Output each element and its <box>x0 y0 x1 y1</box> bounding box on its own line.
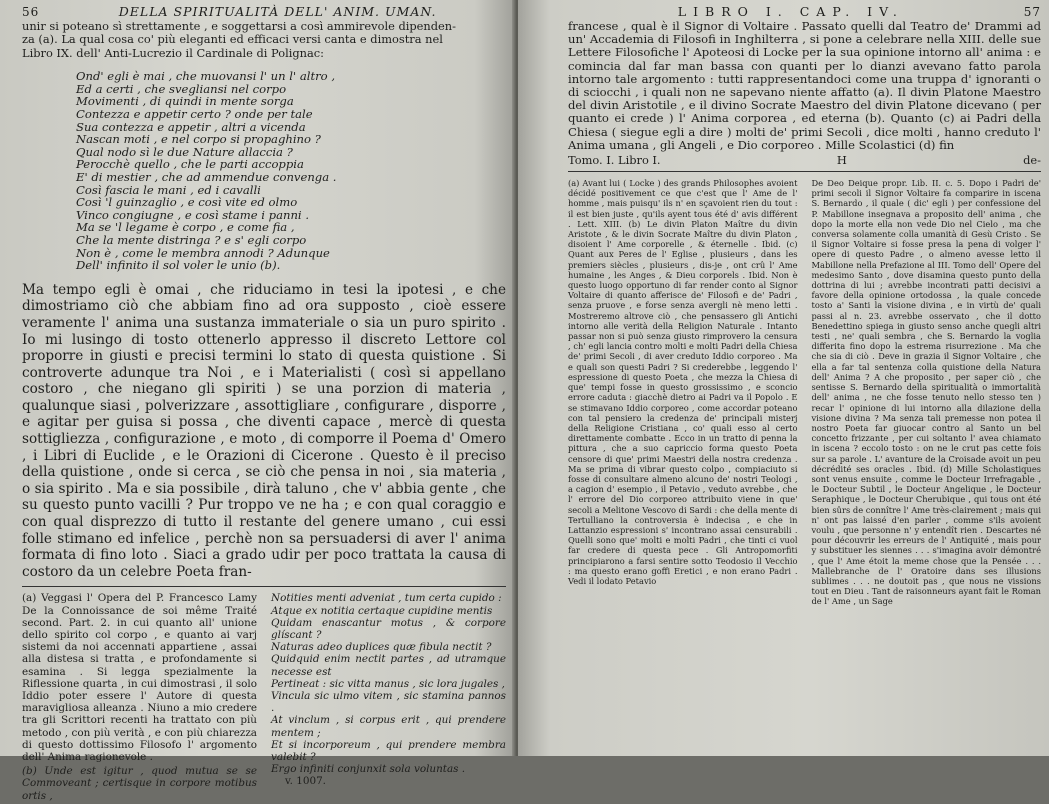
left-intro-line: za (a). La qual cosa co' più eleganti ed efficaci versi canta e dimostra nel <box>22 32 443 47</box>
left-page <box>0 0 516 802</box>
verse-line: Vinco congiugne , e così stame i panni . <box>76 207 310 222</box>
footnote-a: (a) Veggasi l' Opera del P. Francesco Lamy De la Connoissance de soi même Traité second. Part. 2. in cui quanto all' unione dello spirito col corpo , e quanto ai varj sistemi da noi accennati appartiene , assai alla distesa si tratta , e profondamente si esamina . Si legga spezialmente la Riflessione quarta , in cui dimostrasi , il solo Iddio poter essere l' Autore di questa maravigliosa alleanza . Niuno a mio credere tra gli Scrittori recenti ha trattato con più metodo , con più verità , e con più chiarezza di questo dottissimo Filosofo l' argomento dell' Anima ragionevole . <box>22 592 257 764</box>
footnote-divider <box>568 171 1041 172</box>
catchword: de- <box>1023 153 1041 168</box>
latin-verse-line: Notities menti adveniat , tum certa cupido : <box>271 592 502 605</box>
left-page-number: 56 <box>22 5 40 19</box>
right-page-number: 57 <box>1023 5 1041 19</box>
verse-line: Contezza e appetir certo ? onde per tale <box>76 107 313 121</box>
latin-verse-line: Atque ex notitia certaque cupidine mentis <box>271 604 493 617</box>
verse-line: Qual nodo sì le due Nature allaccia ? <box>76 144 293 159</box>
left-intro-line: unir si poteano sì strettamente , e soggettarsi a così ammirevole dipenden- <box>22 19 456 33</box>
verse-line: Ma se 'l legame è corpo , e come fia , <box>76 220 295 235</box>
signature-line <box>568 153 1041 167</box>
latin-verse-line: At vinclum , si corpus erit , qui prendere mentem ; <box>271 714 506 739</box>
verse-reference: v. 1007. <box>285 775 326 788</box>
left-footnotes <box>22 592 506 803</box>
left-intro <box>22 20 506 60</box>
right-footnotes <box>568 178 1041 607</box>
verse-line: Dell' infinito il sol voler le unio (b). <box>76 258 281 273</box>
latin-verse-line: Et si incorporeum , qui prendere membra valebit ? <box>271 738 506 764</box>
latin-verse-line: Vincula sic ulmo vitem , sic stamina pannos . <box>271 690 506 715</box>
left-main-text <box>22 282 506 581</box>
left-running-head <box>22 4 506 20</box>
left-footnote-column-2 <box>271 592 506 803</box>
italian-verse-block <box>76 70 506 272</box>
footnote-divider <box>22 586 506 587</box>
right-main-text <box>568 20 1041 152</box>
signature-mark: H <box>836 153 847 168</box>
latin-verse-line: Quidam enascantur motus , & corpore glíscant ? <box>271 616 506 642</box>
verse-line: Ed a certi , che svegliansi nel corpo <box>76 81 287 96</box>
left-running-title: DELLA SPIRITUALITÀ DELL' ANIM. UMAN. <box>118 4 437 19</box>
right-main-paragraph: francese , qual è il Signor di Voltaire . Passato quelli dal Teatro de' Drammi ad un' Accademia di Filosofi in Inghilterra , si pone a celebrare nella XIII. delle sue Lettere Filosofiche l' Apoteosi di Locke per la sua opinione intorno all' anima : e comincia dal far man bassa con quanti per lo dianzi avevano fatto parola intorno tale argomento : tutti rappresentandoci come una truppa d' ignoranti o di sciocchi , i quali non ne sapevano niente affatto (a). Il divin Platone Maestro del divin Aristotile , e il divino Socrate Maestro del divin Platone dicevano ( per quanto ei crede ) l' Anima corporea , ed eterna (b). Quanto (c) ai Padri della Chiesa ( siegue egli a dire ) molti de' primi Secoli , dice molti , hanno creduto l' Anima umana , gli Angeli , e Dio corporeo . Mille Scolastici (d) fin <box>568 19 1041 152</box>
latin-verse-line: Ergo infiniti conjunxit sola voluntas . <box>271 763 466 776</box>
volume-signature: Tomo. I. Libro I. <box>568 153 661 168</box>
verse-line: Sua contezza e appetir , altri a vicenda <box>76 119 306 134</box>
right-running-head <box>568 4 1041 20</box>
verse-line: Non è , come le membra annodi ? Adunque <box>76 245 330 260</box>
right-running-title: LIBRO I. CAP. IV. <box>677 4 904 19</box>
latin-verse-line: Pertineat : sic vitta manus , sic lora jugales , <box>271 677 505 690</box>
verse-line: E' di mestier , che ad ammendue convenga . <box>76 169 337 184</box>
verse-line: Nascan moti , e nel corpo si propaghino ? <box>76 132 321 147</box>
left-intro-line: Libro IX. dell' Anti-Lucrezio il Cardinale di Polignac: <box>22 45 325 60</box>
right-footnote-column-2: De Deo Deique propr. Lib. II. c. 5. Dopo i Padri de' primi secoli il Signor Voltaire fa comparire in iscena S. Bernardo , il quale ( dic' egli ) per confessione del P. Mabillone insegnava a proposito dell' anima , che dopo la morte ella non vede Dio nel Cielo , ma che conversa solamente colla umanità di Gesù Cristo . Se il Signor Voltaire si fosse presa la pena di volger l' opere di questo Padre , o almeno avesse letto il Mabillone nella Prefazione al III. Tomo dell' Opere del medesimo Santo , dove disamina questo punto della dottrina di lui ; avrebbe incontrati patti decisivi a favore della opinione ortodossa , la quale concede tosto a' Santi la visione divina , e in virtù de' quali passi al n. 23. avrebbe osservato , che il dotto Benedettino spiega in giusto senso anche quegli altri testi , ne' quali sembra , che S. Bernardo la voglia differita fino dopo la estrema risurrezione . Ma che che sia di ciò . Deve in grazia il Signor Voltaire , che ella a far tal sentenza colla quistione della Natura dell' Anima ? A che proposito , per saper ciò , che sentisse S. Bernardo della spiritualità o immortalità dell' anima , ne che fosse tenuto nello stesso ten ) recar l' opinione di lui intorno alla dilazione della visione divina ? Ma senza tali premesse non potea il nostro Poeta far giuocar contro al Santo un bel concetto frizzante , per cui soltanto l' avea chiamato in iscena ? eccolo tosto : on ne le crut pas cette fois sur sa parole . L' avanture de la Croisade avoit un peu décrédité ses oracles . Ibid. (d) Mille Scholastiques sont venus ensuite , comme le Docteur Irrefragable , le Docteur Subtil , le Docteur Angelique , le Docteur Seraphique , le Docteur Cherubique , qui tous ont été bien sûrs de connître l' Ame très-clairement ; mais qui n' ont pas laissé d'en parler , comme s'ils avoient voulu , que personne n' y entendît rien . Descartes né pour découvrir les erreurs de l' Antiquité , mais pour y substituer les siennes . . . s'imagina avoir démontré , que l' Ame étoit la meme chose que la Pensée . . . Mallebranche de l' Oratoire dans ses illusions sublimes . . . ne doutoit pas , que nous ne vissions tout en Dieu . Tant de raisonneurs ayant fait le Roman de l' Ame , un Sage <box>811 178 1041 607</box>
verse-line: Movimenti , di quindi in mente sorga <box>76 94 294 109</box>
verse-line: Così 'l guinzaglio , e così vite ed olmo <box>76 195 298 210</box>
right-footnote-column-1: (a) Avant lui ( Locke ) des grands Philosophes avoient décidé positivement ce que c'est que l' Ame de l' homme , mais puisqu' ils n' en sçavoient rien du tout : il est bien juste , qu'ils ayent tous été d' avis différent . Lett. XIII. (b) Le divin Platon Maître du divin Aristote , & le divin Socrate Maître du divin Platon , disoient l' Ame corporelle , & éternelle . Ibid. (c) Quant aux Peres de l' Eglise , plusieurs , dans les premiers siècles , plusieurs , dis-je , ont crû l' Ame humaine , les Anges , & Dieu corporels . Ibid. Non è questo luogo opportuno di far render conto al Signor Voltaire di quanto afferisce de' Filosofi e de' Padri , senza pruove , e forse senza avergli nè meno letti . Mostreremo altrove ciò , che pensassero gli Antichi intorno alle verità della Religion Naturale . Intanto passar non si può senza giusto rimprovero la censura , ch' egli lancia contro molti e molti Padri della Chiesa de' primi Secoli , di aver creduto Iddio corporeo . Ma e quali son questi Padri ? Si crederebbe , leggendo l' espressione di questo Poeta , che mezza la Chiesa di que' tempi fosse in questo grossissimo , e sconcio errore caduta : giacchè dietro ai Padri va il Popolo . E se stimavano Iddio corporeo , come accordar poteano con tal pensiero la credenza de' principali misterj della Religione Cristiana , co' quali esso al certo direttamente combatte . Ecco in un tratto di penna la pittura , che a suo capriccio forma questo Poeta censore di que' primi Maestri della nostra credenza . Ma se prima di vibrar questo colpo , compiaciuto si fosse di consultare almeno alcuno de' nostri Teologi , a cagion d' esempio , il Petavio , veduto avrebbe , che l' errore del Dio corporeo attribuito viene in que' secoli a Melitone Vescovo di Sardi : che della mente di Tertulliano la controversia è indecisa , e che in Lattanzio espressioni s' incontrano assai censurabili . Quelli sono que' molti e molti Padri , che tinti ci vuol far credere di questa pece . Gli Antropomorfiti principiarono a farsi sentire sotto Teodosio il Vecchio : ma questo erano goffi Eretici , e non erano Padri . Vedi il lodato Petavio <box>568 178 798 586</box>
latin-verse-line: Quidquid enim nectit partes , ad utramque necesse est <box>271 653 506 678</box>
verse-line: Ond' egli è mai , che muovansi l' un l' altro , <box>76 69 336 84</box>
left-main-paragraph: Ma tempo egli è omai , che riduciamo in tesi la ipotesi , e che dimostriamo ciò che abbiam fino ad ora supposto , cioè essere veramente l' anima una sustanza immateriale o sia un puro spirito . Io mi lusingo di tosto ottenerlo appresso il discreto Lettore col proporre in giusti e precisi termini lo stato di questa quistione . Si controverte adunque tra Noi , e i Materialisti ( così si appellano costoro , che niegano gli spiriti ) se una porzion di materia , qualunque siasi , polverizzare , assottigliare , configurare , disporre , e agitar per guisa si possa , che diventi capace , mercè di questa sottigliezza , configurazione , e moto , di comporre il Poema d' Omero , i Libri di Euclide , e le Orazioni di Cicerone . Questo è il preciso della quistione , onde si cerca , se ciò che pensa in noi , sia materia , o sia spirito . Ma e sia possibile , dirà taluno , che v' abbia gente , che su questo punto vacilli ? Pur troppo ve ne ha ; e con qual coraggio e con qual disprezzo di tutto il restante del genere umano , cui essi folle stimano ed infelice , perchè non sa persuadersi di aver l' anima formata di fino loto . Siaci a grado udir per poco trattata la causa di costoro da un celebre Poeta fran- <box>22 281 506 580</box>
left-footnote-column-1 <box>22 592 257 803</box>
verse-line: Perocchè quello , che le parti accoppia <box>76 157 304 172</box>
verse-line: Così fascia le mani , ed i cavalli <box>76 182 261 197</box>
right-page <box>518 0 1049 756</box>
latin-verse-line: Naturas adeo duplices quæ fibula nectit ? <box>271 641 492 654</box>
footnote-b-start: (b) Unde est igitur , quod mutua se se Commoveant ; certisque in corpore motibus ortis , <box>22 765 257 802</box>
verse-line: Che la mente distringa ? e s' egli corpo <box>76 232 307 247</box>
